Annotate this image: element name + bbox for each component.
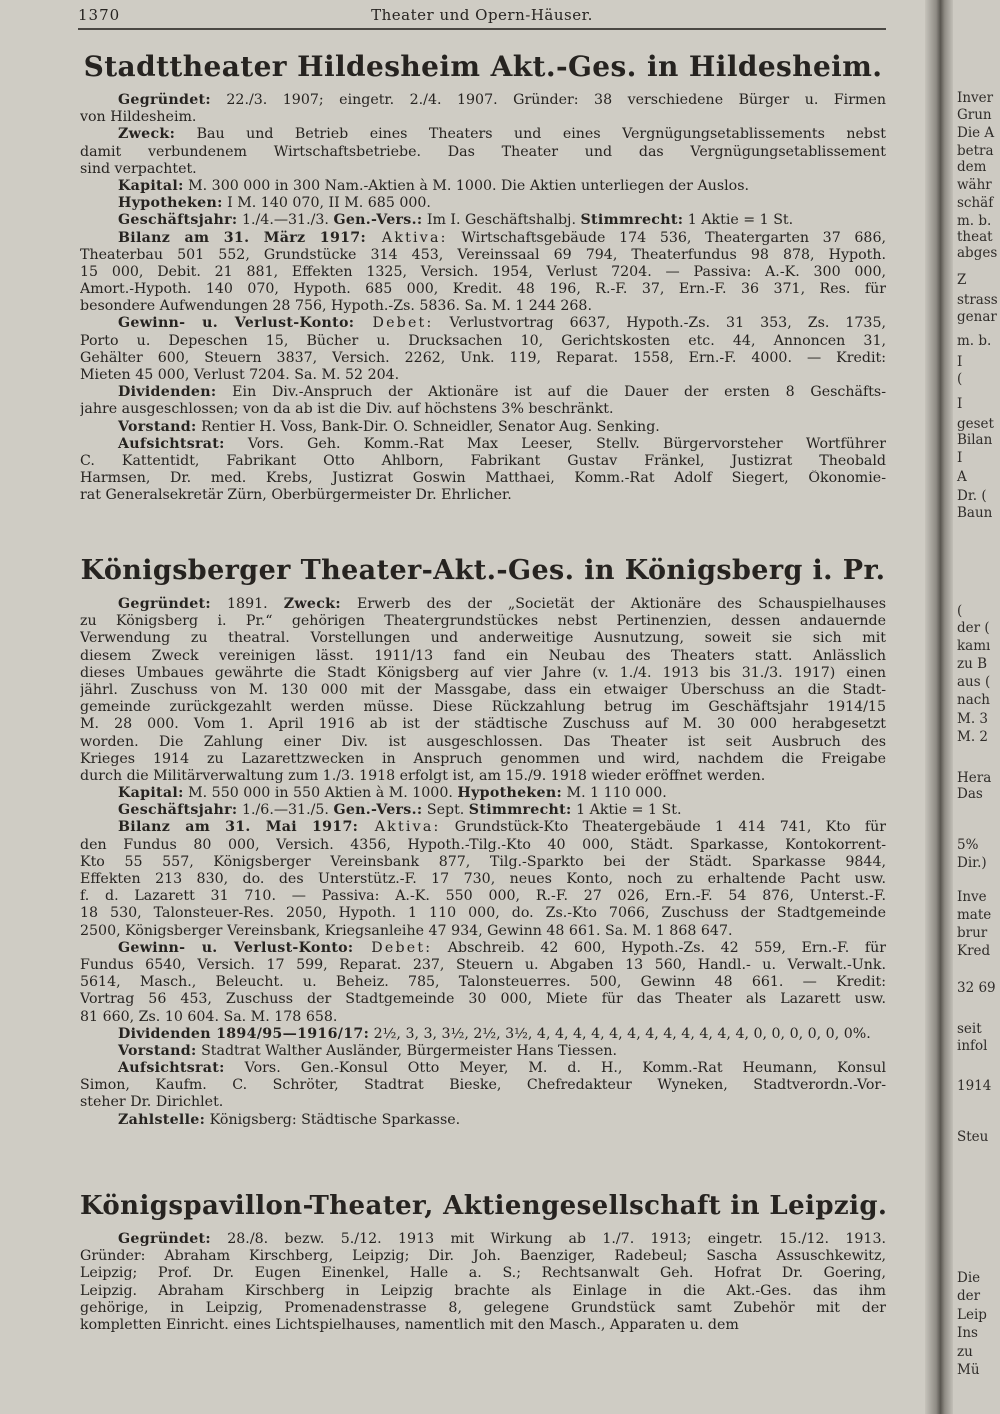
field-text: 2½, 3, 3, 3½, 2½, 3½, 4, 4, 4, 4, 4, 4, 4, 4, 4, 4, 4, 4, 0, 0, 0, 0, 0, 0%. [369, 1025, 871, 1042]
facing-text-fragment: Die A [957, 125, 995, 141]
facing-text-fragment: I [957, 396, 963, 412]
text-line [80, 126, 886, 143]
field-text: Im I. Geschäftshalbj. [422, 212, 581, 229]
book-gutter [925, 0, 953, 1414]
text-line [80, 470, 886, 487]
facing-text-fragment: 32 69 [957, 980, 996, 996]
field-text: 1 Aktie = 1 St. [571, 802, 682, 819]
field-text: Königsberg: Städtische Sparkasse. [205, 1111, 461, 1128]
field-text: M. 28 000. Vom 1. April 1916 ab ist der städtische Zuschuss auf M. 30 000 herabgesetzt [80, 716, 886, 733]
text-line [80, 854, 886, 871]
facing-text-fragment: zu [957, 1344, 973, 1360]
facing-text-fragment: Leip [957, 1307, 987, 1323]
text-line [80, 230, 886, 247]
facing-text-fragment: ( [957, 371, 963, 387]
entry-title: Königsberger Theater-Akt.-Ges. in Königsberg i. Pr. [80, 555, 886, 586]
field-text: Sept. [422, 802, 469, 819]
text-line [80, 923, 886, 940]
entry-title: Stadttheater Hildesheim Akt.-Ges. in Hildesheim. [83, 50, 883, 83]
spaced-label: Aktiva: [366, 229, 448, 246]
facing-text-fragment: geset [957, 416, 994, 432]
facing-text-fragment: m. b. [957, 333, 992, 349]
field-text: worden. Die Zahlung einer Div. ist ausgeschlossen. Das Theater ist seit Ausbruch des [80, 733, 886, 750]
field-label: Hypotheken: [118, 195, 223, 212]
text-line [80, 281, 886, 298]
facing-text-fragment: theat [957, 229, 993, 245]
field-label: Aufsichtsrat: [118, 435, 225, 452]
text-line [80, 648, 886, 665]
text-line [80, 178, 886, 195]
text-line [80, 247, 886, 264]
text-line [80, 212, 886, 229]
text-line [80, 264, 886, 281]
facing-text-fragment: aus ( [957, 674, 991, 690]
facing-text-fragment: A [957, 469, 967, 485]
text-line [80, 1231, 886, 1248]
field-label: Vorstand: [118, 1042, 197, 1059]
field-text: Vortrag 56 453, Zuschuss der Stadtgemeinde 30 000, Miete für das Theater als Lazarett usw. [80, 991, 886, 1008]
field-text: kompletten Einricht. eines Lichtspielhauses, namentlich mit den Masch., Apparaten u. dem [80, 1316, 739, 1333]
field-text: steher Dr. Dirichlet. [80, 1094, 224, 1111]
text-line [80, 1009, 886, 1026]
field-text: Grundstück-Kto Theatergebäude 1 414 741, Kto für [440, 819, 886, 836]
facing-text-fragment: Hera [957, 770, 992, 786]
field-label: Geschäftsjahr: [118, 802, 238, 819]
field-text: 81 660, Zs. 10 604. Sa. M. 178 658. [80, 1008, 338, 1025]
facing-text-fragment: währ [957, 177, 992, 193]
field-text: diesem Zweck vereinigen lässt. 1911/13 fand ein Neubau des Theaters statt. Anlässlich [80, 647, 886, 664]
field-label: Zahlstelle: [118, 1111, 206, 1128]
running-title: Theater und Opern-Häuser. [371, 6, 593, 24]
field-label: Kapital: [118, 785, 184, 802]
page-header [78, 6, 886, 26]
entry-body [80, 92, 886, 505]
text-line [80, 751, 886, 768]
field-text: Vors. Gen.-Konsul Otto Meyer, M. d. H., Komm.-Rat Heumann, Konsul [224, 1060, 886, 1077]
field-text: Gründer: Abraham Kirschberg, Leipzig; Dir. Joh. Baenziger, Radebeul; Sascha Assuschkewitz, [80, 1248, 886, 1265]
field-text: 1./6.—31./5. [237, 802, 334, 819]
field-text: 1 Aktie = 1 St. [683, 212, 794, 229]
field-text: Leipzig. Abraham Kirschberg in Leipzig brachte als Einlage in die Akt.-Ges. das ihm [80, 1282, 886, 1299]
text-line [80, 367, 886, 384]
field-text: Wirtschaftsgebäude 174 536, Theatergarten 37 686, [447, 229, 886, 246]
text-line [80, 161, 886, 178]
entry-title: Königspavillon-Theater, Aktiengesellschaft in Leipzig. [80, 1191, 888, 1221]
text-line [80, 905, 886, 922]
field-text: Harmsen, Dr. med. Krebs, Justizrat Goswin Matthaei, Komm.-Rat Adolf Siegert, Ökonomie- [80, 470, 886, 487]
field-label: Zweck: [283, 596, 341, 612]
facing-text-fragment: der [957, 1288, 981, 1304]
text-line [80, 195, 886, 212]
text-line [80, 350, 886, 367]
facing-text-fragment: ( [957, 603, 963, 619]
field-text: Krieges 1914 zu Lazarettzwecken in Anspruch genommen und wird, nachdem die Freigabe [80, 750, 886, 767]
field-label: Kapital: [118, 177, 184, 194]
field-text: jahre ausgeschlossen; von da ab ist die Div. auf höchstens 3% beschränkt. [80, 401, 614, 418]
field-label: Bilanz am 31. Mai 1917: [118, 819, 359, 836]
field-label: Dividenden 1894/95—1916/17: [118, 1025, 370, 1042]
text-line [80, 871, 886, 888]
field-text: jährl. Zuschuss von M. 130 000 mit der Massgabe, dass ein etwaiger Überschuss an die Stadt- [80, 681, 886, 698]
text-line [80, 436, 886, 453]
company-entry-leipzig [80, 1187, 886, 1334]
spaced-label: Debet: [353, 939, 433, 956]
text-line [80, 819, 886, 836]
field-text: M. 550 000 in 550 Aktien à M. 1000. [183, 785, 458, 802]
facing-text-fragment: Inve [957, 889, 987, 905]
facing-text-fragment: M. 3 [957, 711, 988, 727]
facing-text-fragment: Bilan [957, 432, 993, 448]
field-text: den Fundus 80 000, Versich. 4356, Hypoth.-Tilg.-Kto 40 000, Städt. Sparkasse, Kontokorrent- [80, 836, 886, 853]
field-text: Amort.-Hypoth. 140 070, Hypoth. 685 000, Kredit. 48 196, R.-F. 37, Ern.-F. 36 371, Res. für [80, 281, 886, 298]
field-label: Vorstand: [118, 418, 197, 435]
facing-text-fragment: kamı [957, 638, 991, 654]
field-text: besondere Aufwendungen 28 756, Hypoth.-Zs. 5836. Sa. M. 1 244 268. [80, 298, 592, 315]
text-line [80, 1265, 886, 1282]
text-line [80, 734, 886, 751]
text-line [80, 384, 886, 401]
text-line [80, 1060, 886, 1077]
facing-text-fragment: brur [957, 925, 988, 941]
facing-text-fragment: M. 2 [957, 729, 988, 745]
facing-text-fragment: infol [957, 1038, 988, 1054]
field-text: dieses Umbaues gewährte die Stadt Königsberg auf vier Jahre (v. 1./4. 1913 bis 31./3. 1917) einen [80, 664, 886, 681]
field-text: gemeinde zurückgezahlt werden müsse. Diese Rückzahlung betrug im Geschäftsjahr 1914/15 [80, 699, 886, 716]
field-text: 15 000, Debit. 21 881, Effekten 1325, Versich. 1954, Verlust 7204. — Passiva: A.-K. 300 000, [80, 263, 886, 280]
text-line [80, 665, 886, 682]
facing-text-fragment: m. b. [957, 213, 992, 229]
text-line [80, 699, 886, 716]
company-entry-koenigsberg [80, 552, 886, 1129]
page-number: 1370 [78, 6, 121, 24]
text-line [80, 802, 886, 819]
facing-text-fragment: seit [957, 1021, 982, 1037]
text-line [80, 315, 886, 332]
field-text: I M. 140 070, II M. 685 000. [222, 195, 431, 212]
text-line [80, 401, 886, 418]
text-line [80, 487, 886, 504]
field-text: Stadtrat Walther Ausländer, Bürgermeister Hans Tiessen. [196, 1042, 617, 1059]
facing-text-fragment: I [957, 354, 963, 370]
facing-text-fragment: dem [957, 159, 987, 175]
facing-text-fragment: Dr. ( [957, 488, 987, 504]
field-label: Stimmrecht: [580, 212, 684, 229]
facing-text-fragment: Die [957, 1270, 981, 1286]
text-line [80, 682, 886, 699]
text-line [80, 1283, 886, 1300]
facing-text-fragment: schäf [957, 195, 994, 211]
text-line [80, 957, 886, 974]
field-text: Abschreib. 42 600, Hypoth.-Zs. 42 559, Ern.-F. für [432, 939, 886, 956]
field-text: Vors. Geh. Komm.-Rat Max Leeser, Stellv. Bürgervorsteher Wortführer [224, 435, 886, 452]
field-text: 1./4.—31./3. [237, 212, 334, 229]
text-line [80, 768, 886, 785]
field-label: Gewinn- u. Verlust-Konto: [118, 315, 355, 332]
entry-body [80, 1231, 886, 1334]
field-text: Simon, Kaufm. C. Schröter, Stadtrat Bieske, Chefredakteur Wyneken, Stadtverordn.-Vor- [80, 1077, 886, 1094]
facing-text-fragment: betra [957, 143, 994, 159]
field-label: Gegründet: [118, 92, 211, 108]
field-text: Porto u. Depeschen 15, Bücher u. Drucksachen 10, Gerichtskosten etc. 44, Annoncen 31, [80, 332, 886, 349]
field-text: Effekten 213 830, do. des Unterstütz.-F. 17 730, neues Konto, noch zu erhaltende Pacht usw. [80, 871, 886, 887]
field-text: Fundus 6540, Versich. 17 599, Reparat. 237, Steuern u. Abgaben 13 560, Handl.- u. Verwalt.-Unk. [80, 956, 886, 973]
spaced-label: Aktiva: [358, 819, 441, 836]
field-text: 28./8. bezw. 5./12. 1913 mit Wirkung ab 1./7. 1913; eingetr. 15./12. 1913. [210, 1231, 886, 1247]
text-line [80, 940, 886, 957]
facing-text-fragment: mate [957, 907, 992, 923]
text-line [80, 1026, 886, 1043]
facing-text-fragment: 5% [957, 837, 979, 853]
text-line [80, 1300, 886, 1317]
text-line [80, 453, 886, 470]
field-text: gehörige, in Leipzig, Promenadenstrasse 8, gelegene Grundstück samt Zubehör mit der [80, 1299, 886, 1316]
field-label: Dividenden: [118, 384, 217, 401]
facing-text-fragment: strass [957, 292, 998, 308]
field-text: Erwerb des der „Societät der Aktionäre des Schauspielhauses [340, 596, 886, 612]
text-line [80, 888, 886, 905]
facing-text-fragment: nach [957, 692, 990, 708]
field-label: Hypotheken: [457, 785, 563, 802]
facing-text-fragment: der ( [957, 620, 990, 636]
text-line [80, 716, 886, 733]
facing-text-fragment: Ins [957, 1325, 978, 1341]
spaced-label: Debet: [354, 315, 434, 332]
field-text: 2500, Königsberger Vereinsbank, Kriegsanleihe 47 934, Gewinn 48 661. Sa. M. 1 868 647. [80, 922, 733, 939]
field-text: sind verpachtet. [80, 160, 197, 177]
text-line [80, 298, 886, 315]
field-text: Verwendung zu theatral. Vorstellungen und anderweitige Ausnutzung, soweit sie sich mit [80, 630, 886, 647]
text-line [80, 974, 886, 991]
facing-page-edge [953, 0, 1000, 1414]
field-text: f. d. Lazarett 31 710. — Passiva: A.-K. 550 000, R.-F. 27 026, Ern.-F. 54 876, Unterst.-F. [80, 888, 886, 905]
field-label: Gen.-Vers.: [333, 212, 423, 229]
text-line [80, 1248, 886, 1265]
text-line [80, 1317, 886, 1334]
text-line [80, 92, 886, 109]
field-text: Theaterbau 501 552, Grundstücke 314 453, Vereinssaal 69 794, Theaterfundus 98 878, Hypoth. [80, 246, 886, 263]
field-label: Gegründet: [118, 1231, 211, 1247]
field-label: Bilanz am 31. März 1917: [118, 229, 367, 246]
field-text: von Hildesheim. [80, 109, 197, 126]
field-text: Mieten 45 000, Verlust 7204. Sa. M. 52 204. [80, 367, 400, 383]
company-entry-hildesheim [80, 48, 886, 505]
field-label: Geschäftsjahr: [118, 212, 238, 229]
field-label: Gen.-Vers.: [333, 802, 423, 819]
field-text: 1891. [210, 596, 284, 612]
field-text: 18 530, Talonsteuer-Res. 2050, Hypoth. 1 110 000, do. Zs.-Kto 7066, Zuschuss der Stadtgemeinde [80, 905, 886, 922]
text-line [80, 630, 886, 647]
field-text: Verlustvortrag 6637, Hypoth.-Zs. 31 353, Zs. 1735, [433, 315, 886, 332]
header-rule [78, 28, 886, 30]
field-label: Zweck: [118, 126, 176, 143]
text-line [80, 333, 886, 350]
text-line [80, 109, 886, 126]
facing-text-fragment: Dir.) [957, 855, 987, 871]
field-text: durch die Militärverwaltung zum 1./3. 1918 erfolgt ist, am 15./9. 1918 wieder eröffnet werden. [80, 767, 766, 784]
field-text: damit verbundenem Wirtschaftsbetriebe. Das Theater und das Vergnügungsetablissement [80, 143, 886, 160]
field-text: Rentier H. Voss, Bank-Dir. O. Schneidler, Senator Aug. Senking. [196, 418, 660, 435]
field-text: Bau und Betrieb eines Theaters und eines Vergnügungsetablissements nebst [175, 126, 886, 143]
field-text: 22./3. 1907; eingetr. 2./4. 1907. Gründer: 38 verschiedene Bürger u. Firmen [210, 92, 886, 108]
field-label: Aufsichtsrat: [118, 1060, 225, 1077]
field-label: Stimmrecht: [468, 802, 572, 819]
facing-text-fragment: zu B [957, 656, 988, 672]
text-line [80, 144, 886, 161]
text-line [80, 613, 886, 630]
field-text: zu Königsberg i. Pr.“ gehörigen Theatergrundstückes nebst Pertinenzien, dessen andauernde [80, 613, 886, 630]
field-text: M. 300 000 in 300 Nam.-Aktien à M. 1000. Die Aktien unterliegen der Auslos. [183, 177, 750, 194]
field-text: Leipzig; Prof. Dr. Eugen Einenkel, Halle a. S.; Rechtsanwalt Geh. Hofrat Dr. Goering, [80, 1265, 886, 1282]
field-text: M. 1 110 000. [562, 785, 667, 802]
entry-body [80, 596, 886, 1129]
text-line [80, 1112, 886, 1129]
field-label: Gewinn- u. Verlust-Konto: [118, 939, 354, 956]
facing-text-fragment: Baun [957, 505, 993, 521]
facing-text-fragment: Kred [957, 943, 991, 959]
facing-text-fragment: Inver [957, 90, 994, 106]
text-line [80, 1077, 886, 1094]
facing-text-fragment: Z [957, 272, 967, 288]
text-line [80, 1043, 886, 1060]
field-text: Gehälter 600, Steuern 3837, Versich. 2262, Unk. 119, Reparat. 1558, Ern.-F. 4000. — Kredit: [80, 349, 886, 366]
text-line [80, 419, 886, 436]
text-line [80, 596, 886, 613]
field-label: Gegründet: [118, 596, 211, 612]
facing-text-fragment: Steu [957, 1129, 989, 1145]
field-text: Kto 55 557, Königsberger Vereinsbank 877, Tilg.-Sparkto bei der Städt. Sparkasse 9844, [80, 853, 886, 870]
facing-text-fragment: Mü [957, 1362, 980, 1378]
facing-text-fragment: 1914 [957, 1078, 992, 1094]
text-line [80, 991, 886, 1008]
text-line [80, 785, 886, 802]
facing-text-fragment: Grun [957, 107, 992, 123]
facing-text-fragment: abges [957, 245, 998, 261]
facing-text-fragment: Das [957, 786, 983, 802]
field-text: rat Generalsekretär Zürn, Oberbürgermeister Dr. Ehrlicher. [80, 487, 512, 504]
field-text: C. Kattentidt, Fabrikant Otto Ahlborn, Fabrikant Gustav Fränkel, Justizrat Theobald [80, 452, 886, 469]
text-line [80, 837, 886, 854]
text-line [80, 1094, 886, 1111]
facing-text-fragment: genar [957, 309, 997, 325]
field-text: 5614, Masch., Beleucht. u. Beheiz. 785, Talonsteuerres. 500, Gewinn 48 661. — Kredit: [80, 974, 886, 991]
facing-text-fragment: I [957, 450, 963, 466]
field-text: Ein Div.-Anspruch der Aktionäre ist auf die Dauer der ersten 8 Geschäfts- [216, 384, 886, 401]
